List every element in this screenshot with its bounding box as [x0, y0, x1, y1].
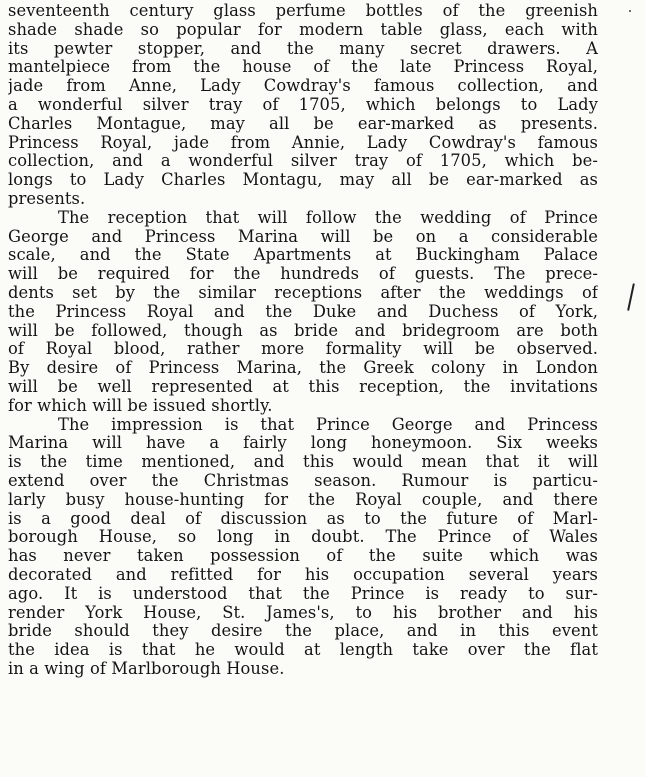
- text-line: extend over the Christmas season. Rumour is particu-: [8, 471, 598, 490]
- text-line: mantelpiece from the house of the late Princess Royal,: [8, 58, 598, 77]
- text-line: a wonderful silver tray of 1705, which belongs to Lady: [8, 95, 598, 114]
- text-line: presents.: [8, 189, 86, 208]
- text-line: George and Princess Marina will be on a considerable: [8, 227, 598, 246]
- text-line: scale, and the State Apartments at Buckingham Palace: [8, 246, 598, 265]
- text-line: will be followed, though as bride and bridegroom are both: [8, 321, 598, 340]
- text-line: the idea is that he would at length take over the flat: [8, 641, 598, 660]
- text-line: jade from Anne, Lady Cowdray's famous collection, and: [8, 77, 598, 96]
- text-line: is the time mentioned, and this would mean that it will: [8, 453, 598, 472]
- text-line: longs to Lady Charles Montagu, may all be ear-marked as: [8, 171, 598, 190]
- text-line: has never taken possession of the suite which was: [8, 547, 598, 566]
- article-paragraph: [8, 416, 598, 679]
- text-line: will be required for the hundreds of guests. The prece-: [8, 265, 598, 284]
- text-line: decorated and refitted for his occupation several years: [8, 565, 598, 584]
- text-line: of Royal blood, rather more formality will be observed.: [8, 340, 598, 359]
- article-column: [8, 2, 598, 679]
- article-paragraph: [8, 209, 598, 416]
- text-line: the Princess Royal and the Duke and Duchess of York,: [8, 302, 598, 321]
- text-line: for which will be issued shortly.: [8, 396, 273, 415]
- text-line: By desire of Princess Marina, the Greek colony in London: [8, 359, 598, 378]
- text-line: shade shade so popular for modern table glass, each with: [8, 20, 598, 39]
- text-line: Charles Montague, may all be ear-marked as presents.: [8, 114, 598, 133]
- text-line: seventeenth century glass perfume bottles of the greenish: [8, 2, 598, 20]
- margin-speck: [629, 10, 631, 12]
- text-line: larly busy house-hunting for the Royal couple, and there: [8, 490, 598, 509]
- text-line: bride should they desire the place, and in this event: [8, 622, 598, 641]
- text-line: will be well represented at this reception, the invitations: [8, 377, 598, 396]
- text-line: is a good deal of discussion as to the future of Marl-: [8, 509, 598, 528]
- text-line: dents set by the similar receptions after the weddings of: [8, 283, 598, 302]
- text-line: its pewter stopper, and the many secret drawers. A: [8, 39, 598, 58]
- text-line: render York House, St. James's, to his brother and his: [8, 603, 598, 622]
- text-line: Princess Royal, jade from Annie, Lady Cowdray's famous: [8, 133, 598, 152]
- text-line: collection, and a wonderful silver tray of 1705, which be-: [8, 152, 598, 171]
- text-line: The reception that will follow the wedding of Prince: [58, 208, 598, 227]
- text-line: in a wing of Marlborough House.: [8, 659, 285, 678]
- article-paragraph: [8, 2, 598, 209]
- margin-pencil-mark: [627, 283, 634, 311]
- text-line: Marina will have a fairly long honeymoon. Six weeks: [8, 434, 598, 453]
- text-line: The impression is that Prince George and Princess: [58, 415, 598, 434]
- text-line: borough House, so long in doubt. The Prince of Wales: [8, 528, 598, 547]
- text-line: ago. It is understood that the Prince is ready to sur-: [8, 584, 598, 603]
